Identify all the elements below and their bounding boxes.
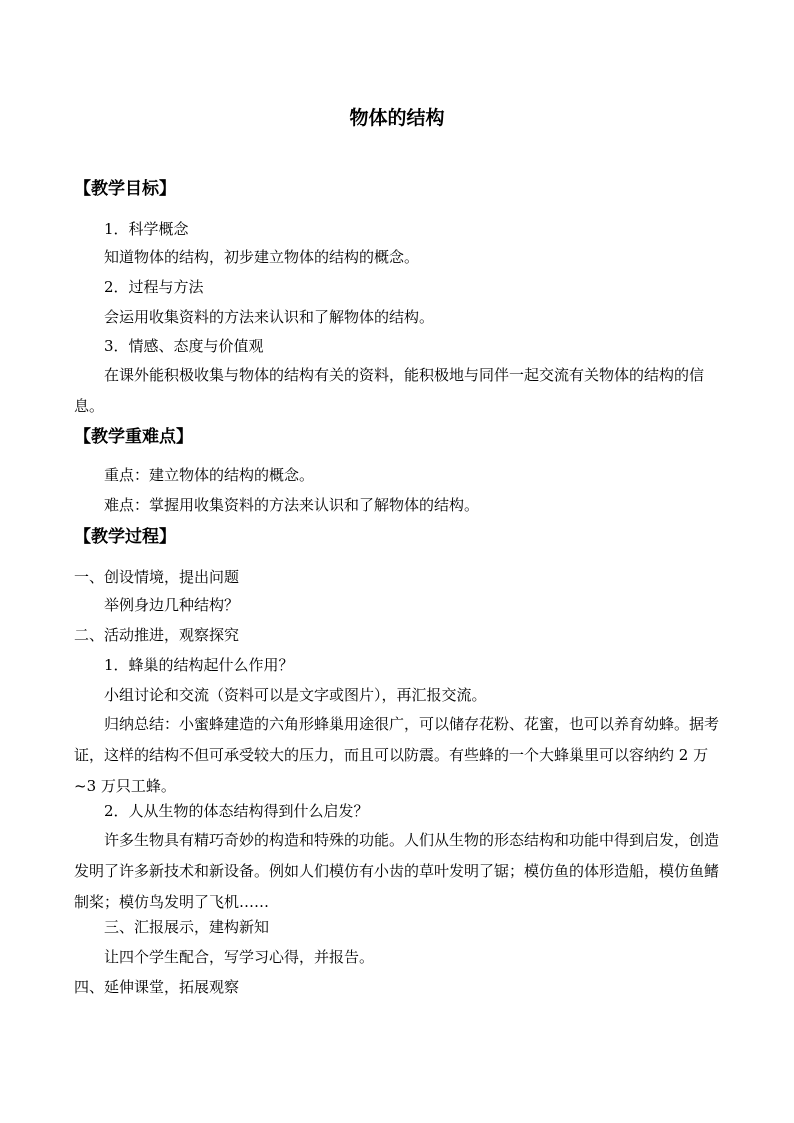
process-item-6: 归纳总结：小蜜蜂建造的六角形蜂巢用途很广，可以储存花粉、花蜜，也可以养育幼蜂。据考证，这样的结构不但可承受较大的压力，而且可以防震。有些蜂的一个大蜂巢里可以容纳约 2 万~3 万只工蜂。: [74, 715, 720, 795]
section-heading-keypoints: 【教学重难点】: [74, 427, 193, 447]
process-item-9: 三、汇报展示，建构新知: [104, 918, 270, 936]
process-item-2: 举例身边几种结构？: [104, 596, 240, 614]
goal-item-5: 3．情感、态度与价值观: [104, 337, 264, 355]
process-item-1: 一、创设情境，提出问题: [74, 568, 240, 586]
goal-item-3: 2．过程与方法: [104, 278, 204, 296]
goal-item-4: 会运用收集资料的方法来认识和了解物体的结构。: [104, 308, 435, 326]
keypoint-item-1: 重点：建立物体的结构的概念。: [104, 466, 315, 484]
goal-item-2: 知道物体的结构，初步建立物体的结构的概念。: [104, 248, 420, 266]
process-item-7: 2．人从生物的体态结构得到什么启发？: [104, 802, 369, 820]
section-heading-process: 【教学过程】: [74, 527, 176, 547]
goal-item-6: 在课外能积极收集与物体的结构有关的资料，能积极地与同伴一起交流有关物体的结构的信息。: [74, 366, 705, 415]
process-item-4: 1．蜂巢的结构起什么作用？: [104, 656, 294, 674]
document-title: 物体的结构: [349, 107, 445, 129]
section-heading-goals: 【教学目标】: [74, 179, 176, 199]
process-item-8: 许多生物具有精巧奇妙的构造和特殊的功能。人们从生物的形态结构和功能中得到启发，创造发明了许多新技术和新设备。例如人们模仿有小齿的草叶发明了锯；模仿鱼的体形造船，模仿鱼鳍制桨；模仿鸟发明了飞机……: [74, 831, 720, 911]
goal-item-1: 1．科学概念: [104, 220, 189, 238]
process-item-3: 二、活动推进，观察探究: [74, 626, 240, 644]
keypoint-item-2: 难点：掌握用收集资料的方法来认识和了解物体的结构。: [104, 496, 480, 514]
process-item-10: 让四个学生配合，写学习心得，并报告。: [104, 948, 375, 966]
process-item-11: 四、延伸课堂，拓展观察: [74, 978, 240, 996]
process-item-5: 小组讨论和交流（资料可以是文字或图片），再汇报交流。: [104, 686, 487, 704]
